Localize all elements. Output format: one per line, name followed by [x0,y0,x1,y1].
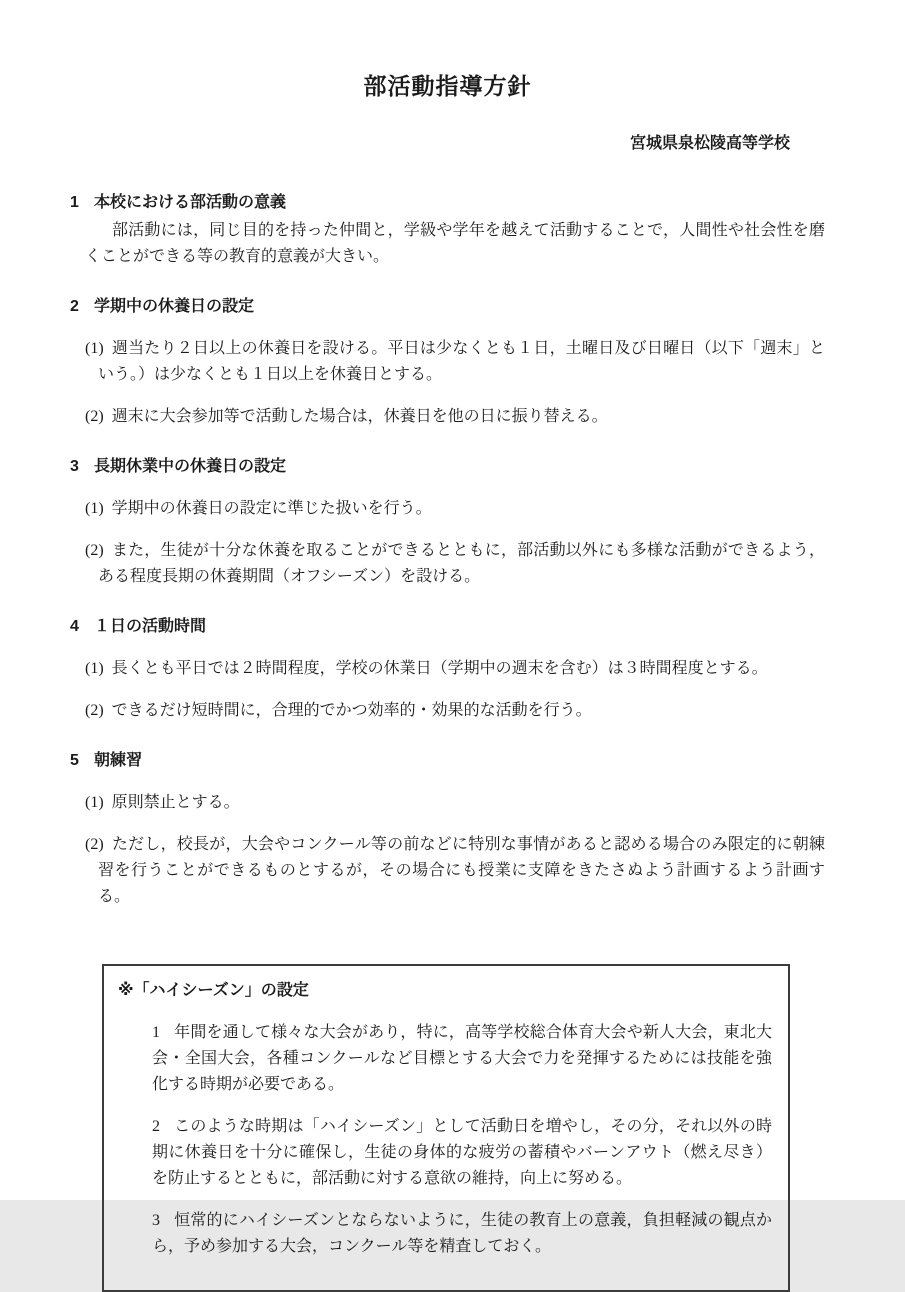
note-item-text: このような時期は「ハイシーズン」として活動日を増やし，その分，それ以外の時期に休養日を十分に確保し，生徒の身体的な疲労の蓄積やバーンアウト（燃え尽き）を防止するとともに，部活動に対する意欲の維持，向上に努める。 [152,1118,772,1187]
section-heading-text: １日の活動時間 [94,618,207,635]
section-number: 1 [70,194,79,211]
item-text: ただし，校長が，大会やコンクール等の前などに特別な事情があると認める場合のみ限定的に朝練習を行うことができるものとするが，その場合にも授業に支障をきたさぬよう計画するよう計画する。 [98,836,825,905]
section-heading-text: 朝練習 [94,752,143,769]
section-heading [70,748,825,774]
section-5 [70,748,825,910]
section-heading [70,294,825,320]
item-marker: (2) [85,408,104,425]
note-item-text: 年間を通して様々な大会があり，特に，高等学校総合体育大会や新人大会，東北大会・全国大会，各種コンクールなど目標とする大会で力を発揮するためには技能を強化する時期が必要である。 [152,1024,772,1093]
note-item-marker: 3 [152,1212,160,1229]
section-2 [70,294,825,430]
section-4 [70,614,825,724]
list-item [85,790,825,816]
section-heading [70,190,825,216]
section-heading-text: 学期中の休養日の設定 [94,298,255,315]
section-3 [70,454,825,590]
list-item [85,832,825,910]
note-item-marker: 2 [152,1118,160,1135]
section-number: 4 [70,618,79,635]
section-heading [70,614,825,640]
item-text: 週末に大会参加等で活動した場合は，休養日を他の日に振り替える。 [111,408,608,425]
item-text: できるだけ短時間に，合理的でかつ効率的・効果的な活動を行う。 [111,702,592,719]
sections-container [70,190,825,910]
section-number: 5 [70,752,79,769]
section-heading-text: 長期休業中の休養日の設定 [94,458,287,475]
item-text: また，生徒が十分な休養を取ることができるとともに，部活動以外にも多様な活動ができるよう，ある程度長期の休養期間（オフシーズン）を設ける。 [98,542,825,585]
list-item [85,336,825,388]
note-item-marker: 1 [152,1024,160,1041]
section-heading-text: 本校における部活動の意義 [94,194,287,211]
note-item [152,1114,772,1192]
list-item [85,404,825,430]
item-marker: (1) [85,794,104,811]
list-item [85,656,825,682]
note-item [152,1020,772,1098]
section-paragraph: 部活動には，同じ目的を持った仲間と，学級や学年を越えて活動することで，人間性や社会性を磨くことができる等の教育的意義が大きい。 [85,222,825,265]
item-marker: (1) [85,340,104,357]
list-item [85,698,825,724]
item-text: 学期中の休養日の設定に準じた扱いを行う。 [111,500,432,517]
list-item [85,496,825,522]
note-box-heading: ※「ハイシーズン」の設定 [118,982,309,999]
note-item-text: 恒常的にハイシーズンとならないように，生徒の教育上の意義，負担軽減の観点から，予め参加する大会，コンクール等を精査しておく。 [152,1212,772,1255]
note-item [152,1208,772,1260]
section-number: 3 [70,458,79,475]
school-name: 宮城県泉松陵高等学校 [629,135,790,152]
document-title: 部活動指導方針 [363,73,532,99]
item-text: 週当たり２日以上の休養日を設ける。平日は少なくとも１日，土曜日及び日曜日（以下「週末」という。）は少なくとも１日以上を休養日とする。 [98,340,825,383]
section-number: 2 [70,298,79,315]
item-text: 長くとも平日では２時間程度，学校の休業日（学期中の週末を含む）は３時間程度とする。 [111,660,768,677]
item-marker: (2) [85,702,104,719]
item-marker: (1) [85,500,104,517]
section-1 [70,190,825,270]
item-marker: (1) [85,660,104,677]
item-marker: (2) [85,542,104,559]
list-item [85,538,825,590]
high-season-note-box [102,964,790,1292]
item-text: 原則禁止とする。 [111,794,240,811]
item-marker: (2) [85,836,104,853]
section-heading [70,454,825,480]
